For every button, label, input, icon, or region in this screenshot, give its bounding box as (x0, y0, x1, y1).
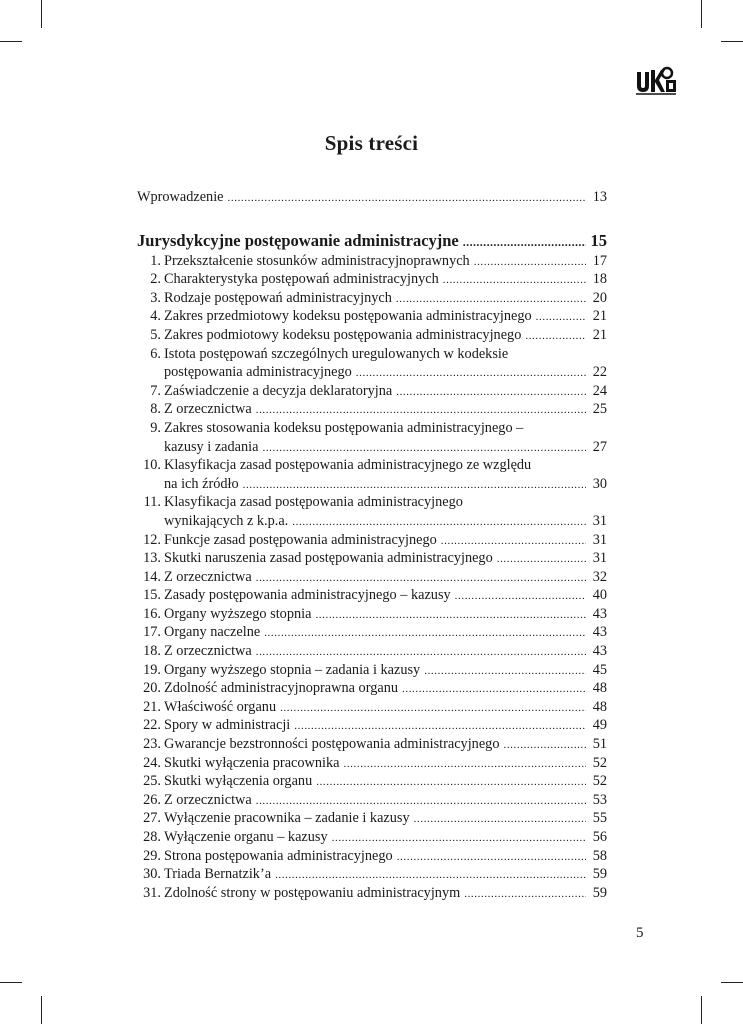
toc-entry-number: 22. (143, 717, 161, 734)
table-of-contents (137, 188, 607, 902)
toc-entry-label: Organy naczelne (164, 624, 261, 641)
toc-entry-label: Spory w administracji (164, 717, 291, 734)
dot-leader (256, 401, 586, 420)
dot-leader (464, 885, 586, 904)
toc-page-number: 22 (592, 364, 607, 381)
toc-entry-label: Triada Bernatzik’a (164, 866, 272, 883)
crop-mark-left-bottom (0, 982, 22, 983)
toc-page-number: 56 (592, 829, 607, 845)
toc-entry-label: Z orzecznictwa (164, 401, 252, 418)
toc-page-number: 52 (592, 754, 607, 771)
dot-leader (262, 439, 586, 458)
crop-mark-bottom-left (41, 996, 42, 1024)
toc-chapter-heading[interactable] (137, 230, 607, 252)
toc-entry-row[interactable] (137, 419, 607, 438)
toc-entry-row[interactable] (137, 679, 607, 698)
toc-entry-number: 26. (143, 791, 161, 808)
toc-entry-label: Zakres podmiotowy kodeksu postępowania administracyjnego (164, 326, 522, 343)
toc-entry-row[interactable] (137, 698, 607, 717)
toc-page-number: 30 (592, 475, 607, 492)
dot-leader (536, 308, 586, 327)
dot-leader (402, 680, 586, 699)
toc-entry-number: 3. (150, 289, 161, 306)
chapter-page-number: 15 (590, 230, 607, 250)
dot-leader (474, 253, 586, 272)
dot-leader (256, 643, 586, 662)
toc-entry-row[interactable] (137, 326, 607, 345)
toc-entry-number: 14. (143, 568, 161, 585)
crop-mark-bottom-right (701, 996, 702, 1024)
toc-page-number: 20 (592, 289, 607, 306)
toc-entry-label: postępowania administracyjnego (164, 364, 352, 381)
dot-leader (497, 550, 586, 569)
toc-entry-label: Zakres przedmiotowy kodeksu postępowania administracyjnego (164, 308, 532, 325)
toc-entry-row[interactable] (137, 772, 607, 791)
toc-entry-number: 8. (150, 401, 161, 418)
dot-leader (414, 810, 586, 829)
toc-entry-row[interactable] (137, 735, 607, 754)
toc-page-number: 59 (592, 884, 607, 901)
toc-entry-label: Skutki wyłączenia pracownika (164, 754, 340, 771)
toc-entry-label: Wyłączenie organu – kazusy (164, 829, 328, 845)
toc-entry-label: Klasyfikacja zasad postępowania administracyjnego (164, 494, 463, 511)
toc-entry-row[interactable] (137, 568, 607, 587)
dot-leader (356, 364, 586, 383)
dot-leader (443, 271, 586, 290)
dot-leader (455, 587, 586, 606)
toc-entry-row[interactable] (137, 307, 607, 326)
toc-entry-row[interactable] (137, 828, 607, 847)
toc-entry-number: 13. (143, 550, 161, 567)
toc-entry-label: Gwarancje bezstronności postępowania administracyjnego (164, 736, 500, 753)
toc-entry-label: Wyłączenie pracownika – zadanie i kazusy (164, 810, 410, 827)
toc-entry-label: Skutki naruszenia zasad postępowania administracyjnego (164, 550, 493, 567)
toc-entry-row[interactable] (137, 345, 607, 364)
toc-page-number: 48 (592, 680, 607, 697)
toc-entry-label: wynikających z k.p.a. (164, 512, 289, 529)
toc-page-number: 48 (592, 698, 607, 715)
toc-entry-number: 28. (143, 829, 161, 845)
toc-entry-number: 29. (143, 847, 161, 864)
toc-entry-label: Wprowadzenie (137, 189, 224, 205)
dot-leader (243, 476, 586, 495)
toc-entry-number: 15. (143, 587, 161, 604)
toc-entry-row[interactable] (137, 716, 607, 735)
toc-entry-row[interactable] (137, 252, 607, 271)
toc-entry-row[interactable] (137, 270, 607, 289)
toc-entry-number: 12. (143, 531, 161, 548)
dot-leader (424, 662, 586, 681)
toc-page-number: 45 (592, 661, 607, 678)
toc-entry-number: 6. (150, 345, 161, 362)
toc-entry-row[interactable] (137, 289, 607, 308)
toc-entry-number: 10. (143, 457, 161, 474)
toc-entry-row[interactable] (137, 382, 607, 401)
toc-entry-number: 9. (150, 419, 161, 436)
toc-entry-row[interactable] (137, 642, 607, 661)
toc-page-number: 40 (592, 587, 607, 604)
toc-entry-number: 11. (143, 494, 161, 511)
crop-mark-right-top (721, 41, 743, 42)
toc-entry-row[interactable] (137, 884, 607, 903)
toc-entry-label: Właściwość organu (164, 698, 277, 715)
toc-entry-number: 30. (143, 866, 161, 883)
toc-entry-number: 27. (143, 810, 161, 827)
toc-entry-row[interactable] (137, 549, 607, 568)
toc-page-number: 25 (592, 401, 607, 418)
toc-page-number: 43 (592, 643, 607, 660)
toc-entry-row[interactable] (137, 791, 607, 810)
page-folio: 5 (636, 925, 644, 941)
toc-entry-number: 2. (150, 271, 161, 288)
toc-entry-continuation[interactable] (137, 363, 607, 382)
toc-page-number: 32 (592, 568, 607, 585)
crop-mark-left-top (0, 41, 22, 42)
crop-mark-top-left (41, 0, 42, 28)
toc-entry-number: 17. (143, 624, 161, 641)
toc-page-number: 31 (592, 550, 607, 567)
toc-page-number: 13 (592, 189, 607, 205)
toc-page-number: 27 (592, 438, 607, 455)
toc-entry-label: Zasady postępowania administracyjnego – kazusy (164, 587, 451, 604)
toc-entry-label: Klasyfikacja zasad postępowania administracyjnego ze względu (164, 457, 532, 474)
toc-entry-label: Zakres stosowania kodeksu postępowania administracyjnego – (164, 419, 524, 436)
toc-entry-number: 4. (150, 308, 161, 325)
dot-leader (294, 717, 586, 736)
toc-entry-label: na ich źródło (164, 475, 239, 492)
toc-page-number: 17 (592, 252, 607, 269)
toc-intro-row[interactable] (137, 188, 607, 207)
toc-entry-label: Zaświadczenie a decyzja deklaratoryjna (164, 382, 393, 399)
toc-entry-row[interactable] (137, 605, 607, 624)
toc-entry-label: kazusy i zadania (164, 438, 259, 455)
publisher-logo (634, 64, 678, 96)
toc-entry-continuation[interactable] (137, 475, 607, 494)
toc-page-number: 21 (592, 308, 607, 325)
toc-entry-label: Z orzecznictwa (164, 643, 252, 660)
toc-entry-number: 31. (143, 884, 161, 901)
dot-leader (332, 829, 586, 848)
toc-entry-label: Funkcje zasad postępowania administracyjnego (164, 531, 437, 548)
toc-entry-label: Przekształcenie stosunków administracyjnoprawnych (164, 252, 470, 269)
toc-entry-label: Rodzaje postępowań administracyjnych (164, 289, 392, 306)
toc-page-number: 24 (592, 382, 607, 399)
toc-page-number: 31 (592, 531, 607, 548)
dot-leader (280, 699, 586, 718)
toc-page-number: 53 (592, 791, 607, 808)
toc-page-number: 52 (592, 773, 607, 790)
page-title: Spis treści (324, 131, 419, 155)
dot-leader (441, 532, 586, 551)
toc-entry-label: Istota postępowań szczególnych uregulowanych w kodeksie (164, 345, 509, 362)
toc-entry-list (137, 252, 607, 903)
crop-mark-right-bottom (721, 982, 743, 983)
toc-page-number: 49 (592, 717, 607, 734)
dot-leader (463, 231, 586, 253)
toc-entry-row[interactable] (137, 809, 607, 828)
toc-entry-label: Zdolność strony w postępowaniu administracyjnym (164, 884, 461, 901)
toc-entry-label: Zdolność administracyjnoprawna organu (164, 680, 398, 697)
toc-entry-continuation[interactable] (137, 438, 607, 457)
toc-entry-number: 19. (143, 661, 161, 678)
toc-entry-label: Organy wyższego stopnia – zadania i kazusy (164, 661, 421, 678)
toc-entry-row[interactable] (137, 493, 607, 512)
toc-entry-label: Charakterystyka postępowań administracyjnych (164, 271, 439, 288)
toc-entry-number: 24. (143, 754, 161, 771)
toc-entry-row[interactable] (137, 531, 607, 550)
toc-entry-number: 7. (150, 382, 161, 399)
toc-entry-row[interactable] (137, 847, 607, 866)
dot-leader (315, 606, 586, 625)
toc-page-number: 43 (592, 624, 607, 641)
dot-leader (503, 736, 586, 755)
toc-entry-number: 23. (143, 736, 161, 753)
toc-entry-number: 21. (143, 698, 161, 715)
toc-entry-number: 16. (143, 605, 161, 622)
toc-page-number: 59 (592, 866, 607, 883)
chapter-title: Jurysdykcyjne postępowanie administracyjne (137, 230, 459, 250)
toc-entry-label: Z orzecznictwa (164, 568, 252, 585)
toc-entry-number: 20. (143, 680, 161, 697)
toc-entry-label: Organy wyższego stopnia (164, 605, 312, 622)
toc-page-number: 51 (592, 736, 607, 753)
toc-page-number: 58 (592, 847, 607, 864)
dot-leader (292, 513, 586, 532)
dot-leader (264, 624, 586, 643)
toc-entry-row[interactable] (137, 456, 607, 475)
dot-leader (396, 383, 586, 402)
toc-entry-row[interactable] (137, 400, 607, 419)
toc-entry-row[interactable] (137, 661, 607, 680)
toc-page-number: 21 (592, 326, 607, 343)
dot-leader (396, 290, 586, 309)
toc-entry-row[interactable] (137, 623, 607, 642)
dot-leader (275, 866, 586, 885)
toc-entry-label: Skutki wyłączenia organu (164, 773, 313, 790)
dot-leader (397, 848, 586, 867)
dot-leader (256, 792, 586, 811)
dot-leader (228, 189, 586, 208)
dot-leader (316, 773, 586, 792)
toc-entry-number: 1. (150, 252, 161, 269)
toc-page-number: 55 (592, 810, 607, 827)
toc-page-number: 18 (592, 271, 607, 288)
dot-leader (256, 569, 586, 588)
toc-entry-row[interactable] (137, 754, 607, 773)
toc-entry-row[interactable] (137, 865, 607, 884)
toc-page-number: 43 (592, 605, 607, 622)
toc-entry-row[interactable] (137, 586, 607, 605)
toc-entry-number: 5. (150, 326, 161, 343)
toc-entry-label: Z orzecznictwa (164, 791, 252, 808)
toc-entry-number: 25. (143, 773, 161, 790)
toc-page-number: 31 (592, 512, 607, 529)
dot-leader (343, 755, 586, 774)
toc-entry-label: Strona postępowania administracyjnego (164, 847, 393, 864)
toc-entry-number: 18. (143, 643, 161, 660)
crop-mark-top-right (701, 0, 702, 28)
toc-entry-continuation[interactable] (137, 512, 607, 531)
dot-leader (525, 327, 586, 346)
